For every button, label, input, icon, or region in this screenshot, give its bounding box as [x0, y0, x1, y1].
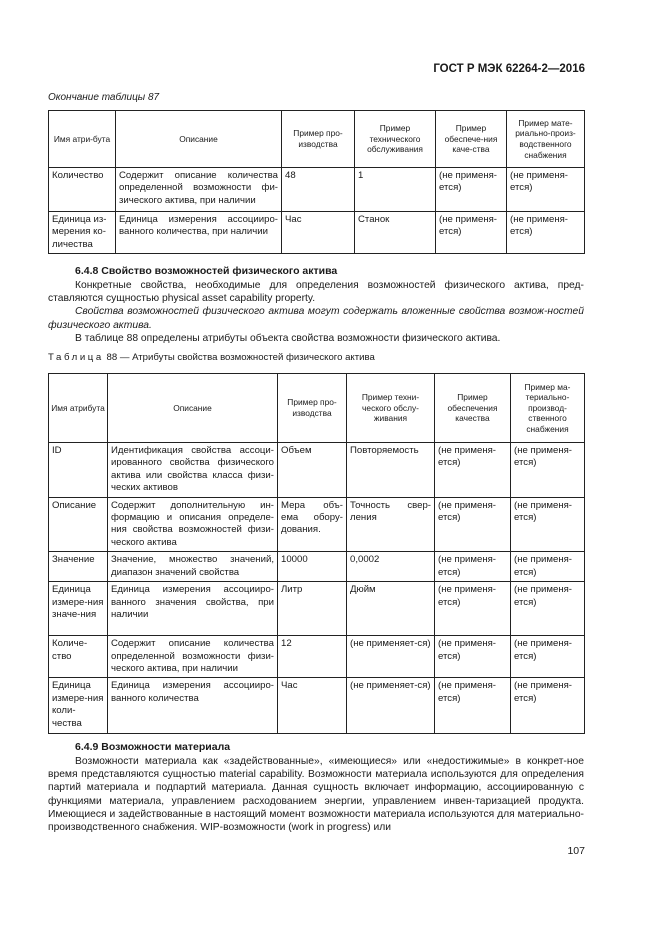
column-header: Пример техни-ческого обслу-живания [347, 374, 435, 443]
table-cell: Повторяемость [347, 443, 435, 498]
table-cell: Значение, множество значений, диапазон значений свойства [108, 552, 278, 582]
table-cell: 12 [278, 636, 347, 678]
column-header: Пример мате-риально-произ-водственного снабжения [507, 111, 585, 168]
table-cell: Единица измере-ния коли-чества [49, 678, 108, 734]
table-row [49, 552, 585, 582]
page-number: 107 [567, 845, 585, 857]
paragraph: Возможности материала как «задействованные», «имеющиеся» или «недостижимые» в конкрет-ное время представляются сущностью material capability. Возможности материала используются для определения партий материала и подпартий материала. Данная сущность включает информацию, ассоциированную с функциями материала, управлением расходованием энергии, управлением инвен-таризацией продукта. Имеющиеся и задействованные в настоящий момент возможности материала используются для материально-производственного снабжения. WIP-возможности (work in progress) или [48, 756, 584, 834]
column-header: Описание [108, 374, 278, 443]
table-cell: Единица измерения ассоцииро-ванного значения свойства, при наличии [108, 582, 278, 636]
table-row [49, 168, 585, 212]
table-cell: Час [282, 212, 355, 254]
table-cell: (не применя-ется) [435, 552, 511, 582]
section-6-4-8-body [48, 279, 584, 345]
table-row [49, 678, 585, 734]
table-cell: (не применя-ется) [435, 582, 511, 636]
column-header: Пример технического обслуживания [355, 111, 436, 168]
table-cell: (не применя-ется) [435, 678, 511, 734]
table-88-caption-text: 88 — Атрибуты свойства возможностей физического актива [106, 352, 375, 363]
table-cell: (не применя-ется) [511, 582, 585, 636]
table-cell: (не применя-ется) [507, 212, 585, 254]
paragraph: В таблице 88 определены атрибуты объекта свойства возможности физического актива. [75, 332, 501, 344]
table-cell: Идентификация свойства ассоци-ированного свойства физического актива или свойства класса физи-ческих активов [108, 443, 278, 498]
column-header: Пример обеспечения качества [435, 374, 511, 443]
table-cell: (не применя-ется) [436, 212, 507, 254]
table-cell: Содержит дополнительную ин-формацию и описания определе-ния свойства возможностей физи-ческого актива [108, 497, 278, 552]
standard-designation: ГОСТ Р МЭК 62264-2—2016 [433, 63, 585, 75]
table-cell: 48 [282, 168, 355, 212]
column-header: Пример про-изводства [282, 111, 355, 168]
table-88-caption [48, 352, 375, 363]
table-cell: Объем [278, 443, 347, 498]
column-header: Пример ма-териально-производ-ственного снабжения [511, 374, 585, 443]
column-header: Имя атри-бута [49, 111, 116, 168]
table-88-caption-prefix: Таблица [48, 352, 104, 363]
table-cell: Мера объ-ема обору-дования. [278, 497, 347, 552]
table-cell: ID [49, 443, 108, 498]
table-cell: Единица измерения ассоцииро-ванного количества [108, 678, 278, 734]
table-cell: (не применя-ется) [511, 443, 585, 498]
column-header: Описание [116, 111, 282, 168]
table-cell: 10000 [278, 552, 347, 582]
table-cell: Описание [49, 497, 108, 552]
table-row [49, 212, 585, 254]
table-cell: Количество [49, 168, 116, 212]
table-row [49, 497, 585, 552]
table-87 [48, 110, 585, 254]
table-cell: 1 [355, 168, 436, 212]
table-88-header-row [49, 374, 585, 443]
table-cell: Значение [49, 552, 108, 582]
table-cell: (не применя-ется) [436, 168, 507, 212]
table-cell: (не применя-ется) [435, 497, 511, 552]
table-cell: Единица измерения ассоцииро-ванного количества, при наличии [116, 212, 282, 254]
table-cell: Содержит описание количества определенной возможности физи-ческого актива, при наличии [108, 636, 278, 678]
table-cell: (не применя-ется) [435, 443, 511, 498]
table-cell: (не применя-ется) [511, 552, 585, 582]
table-cell: Точность свер-ления [347, 497, 435, 552]
column-header: Пример обеспече-ния каче-ства [436, 111, 507, 168]
table-cell: (не применя-ется) [511, 497, 585, 552]
table-row [49, 636, 585, 678]
table-cell: Дюйм [347, 582, 435, 636]
table-87-header-row [49, 111, 585, 168]
table-cell: (не применяет-ся) [347, 678, 435, 734]
section-6-4-8-title: 6.4.8 Свойство возможностей физического актива [75, 265, 338, 277]
section-6-4-9-body [48, 755, 584, 834]
table-cell: Содержит описание количества определенной возможности фи-зического актива, при наличии [116, 168, 282, 212]
table-cell: Количе-ство [49, 636, 108, 678]
table-88 [48, 373, 585, 734]
table-cell: (не применяет-ся) [347, 636, 435, 678]
table-row [49, 582, 585, 636]
table-cell: 0,0002 [347, 552, 435, 582]
section-6-4-9-title: 6.4.9 Возможности материала [75, 741, 231, 753]
table-cell: (не применя-ется) [511, 678, 585, 734]
table-cell: Литр [278, 582, 347, 636]
column-header: Пример про-изводства [278, 374, 347, 443]
table-cell: Станок [355, 212, 436, 254]
table-row [49, 443, 585, 498]
table-cell: (не применя-ется) [507, 168, 585, 212]
paragraph: Свойства возможностей физического актива могут содержать вложенные свойства возмож-ностей физического актива. [48, 306, 584, 331]
table-cell: Единица измере-ния значе-ния [49, 582, 108, 636]
table-cell: (не применя-ется) [511, 636, 585, 678]
paragraph: Конкретные свойства, необходимые для определения возможностей физического актива, пред-ставляются сущностью physical asset capability property. [48, 280, 584, 305]
table-cell: Час [278, 678, 347, 734]
table-87-caption: Окончание таблицы 87 [48, 92, 160, 103]
table-cell: Единица из-мерения ко-личества [49, 212, 116, 254]
column-header: Имя атрибута [49, 374, 108, 443]
table-cell: (не применя-ется) [435, 636, 511, 678]
